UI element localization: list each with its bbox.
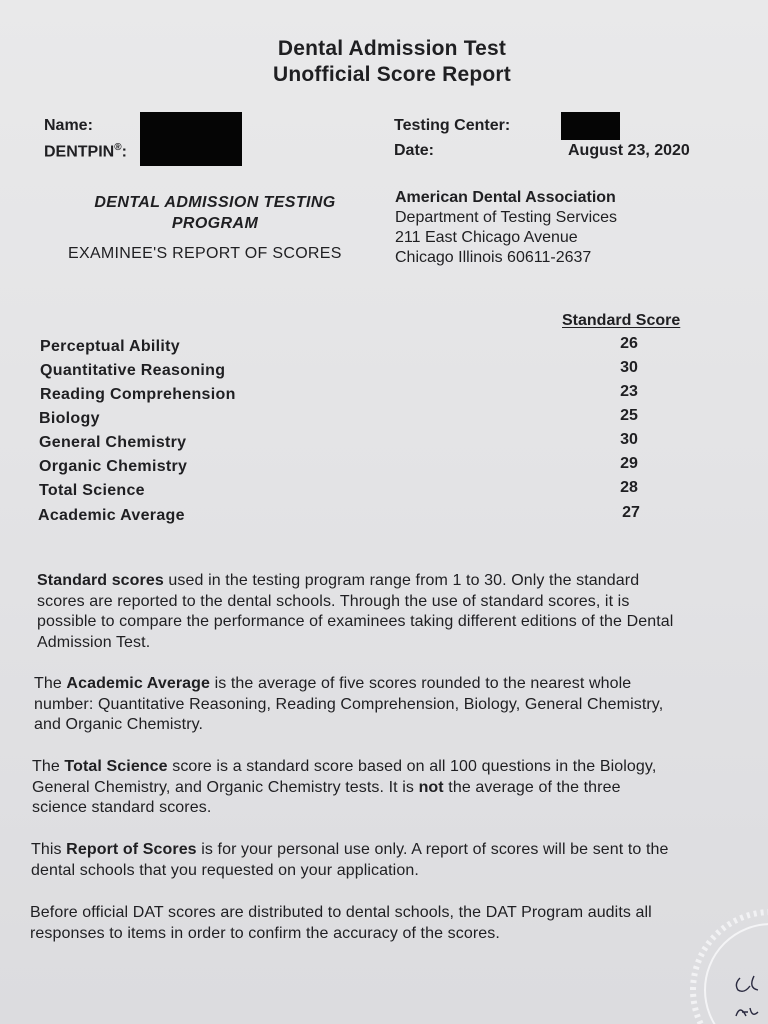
paragraph-text: the average of the three [443, 778, 621, 796]
examinee-report-label: EXAMINEE'S REPORT OF SCORES [68, 245, 342, 262]
academic-average-paragraph [34, 674, 663, 736]
score-row [0, 335, 768, 362]
paragraph-text: scores are reported to the dental schools. Through the use of standard scores, it is [37, 592, 630, 610]
ada-name: American Dental Association [395, 189, 616, 206]
paragraph-text: is for your personal use only. A report of scores will be sent to the [196, 841, 669, 858]
paragraph-text: The [34, 675, 67, 692]
score-name: Perceptual Ability [40, 338, 180, 355]
paragraph-text: possible to compare the performance of examinees taking different editions of the Dental [37, 613, 674, 630]
score-value: 25 [620, 407, 638, 424]
handwriting-scribble-icon [730, 968, 768, 1024]
score-value: 27 [622, 504, 640, 521]
paragraph-text: science standard scores. [32, 799, 212, 816]
score-row [0, 407, 768, 434]
paragraph-text: and Organic Chemistry. [34, 716, 204, 733]
dentpin-colon: : [121, 143, 127, 161]
bold-term: Standard scores [37, 572, 164, 589]
paragraph-text: dental schools that you requested on your application. [31, 861, 419, 879]
score-name: Academic Average [38, 507, 185, 524]
paragraph-text: score is a standard score based on all 100 questions in the Biology, [167, 758, 657, 775]
score-value: 26 [620, 335, 638, 352]
score-value: 30 [620, 359, 638, 376]
score-row [0, 479, 768, 506]
redaction-block-center [561, 112, 620, 140]
paragraph-text: number: Quantitative Reasoning, Reading Comprehension, Biology, General Chemistry, [34, 695, 664, 713]
report-title-line1: Dental Admission Test [277, 37, 507, 60]
paragraph-text: The [32, 758, 65, 775]
dentpin-label [44, 142, 127, 161]
report-of-scores-paragraph [31, 840, 669, 881]
paragraph-text: responses to items in order to confirm the accuracy of the scores. [30, 924, 500, 942]
score-row [0, 359, 768, 386]
score-name: Biology [39, 410, 100, 427]
ada-department: Department of Testing Services [395, 209, 618, 226]
score-value: 28 [620, 479, 638, 496]
paragraph-text: General Chemistry, and Organic Chemistry tests. It is [32, 778, 419, 796]
score-row [0, 431, 768, 458]
report-title-line2: Unofficial Score Report [273, 63, 511, 86]
registered-mark: ® [114, 142, 122, 153]
paragraph-text: Admission Test. [37, 633, 151, 651]
score-row [0, 504, 768, 531]
paragraph-text: Before official DAT scores are distributed to dental schools, the DAT Program audits all [30, 904, 652, 921]
testing-center-label: Testing Center: [394, 117, 511, 134]
score-name: Organic Chemistry [39, 458, 188, 475]
score-value: 30 [620, 431, 638, 448]
ada-city: Chicago Illinois 60611-2637 [395, 249, 592, 266]
dentpin-text: DENTPIN [44, 143, 115, 161]
program-title-line2: PROGRAM [171, 215, 259, 232]
bold-term: Total Science [64, 758, 168, 775]
score-name: Total Science [39, 482, 145, 499]
score-value: 29 [620, 455, 638, 472]
standard-score-header: Standard Score [562, 312, 681, 329]
name-label: Name: [44, 117, 93, 134]
score-name: Quantitative Reasoning [40, 362, 226, 379]
paragraph-text: used in the testing program range from 1 to 30. Only the standard [163, 572, 640, 589]
score-row [0, 383, 768, 410]
bold-term: Report of Scores [66, 841, 197, 858]
score-row [0, 455, 768, 482]
standard-scores-paragraph [37, 571, 673, 653]
date-label: Date: [394, 142, 435, 159]
redaction-block-name [140, 112, 242, 166]
bold-term: Academic Average [66, 675, 211, 692]
score-name: General Chemistry [39, 434, 187, 451]
program-title-line1: DENTAL ADMISSION TESTING [94, 194, 336, 211]
score-value: 23 [620, 383, 638, 400]
ada-street: 211 East Chicago Avenue [395, 229, 578, 246]
paragraph-text: is the average of five scores rounded to the nearest whole [210, 675, 632, 692]
date-value: August 23, 2020 [568, 142, 690, 159]
bold-term: not [418, 778, 444, 796]
score-name: Reading Comprehension [40, 386, 236, 403]
audit-paragraph [30, 903, 652, 944]
paragraph-text: This [31, 841, 67, 858]
total-science-paragraph [32, 757, 656, 819]
